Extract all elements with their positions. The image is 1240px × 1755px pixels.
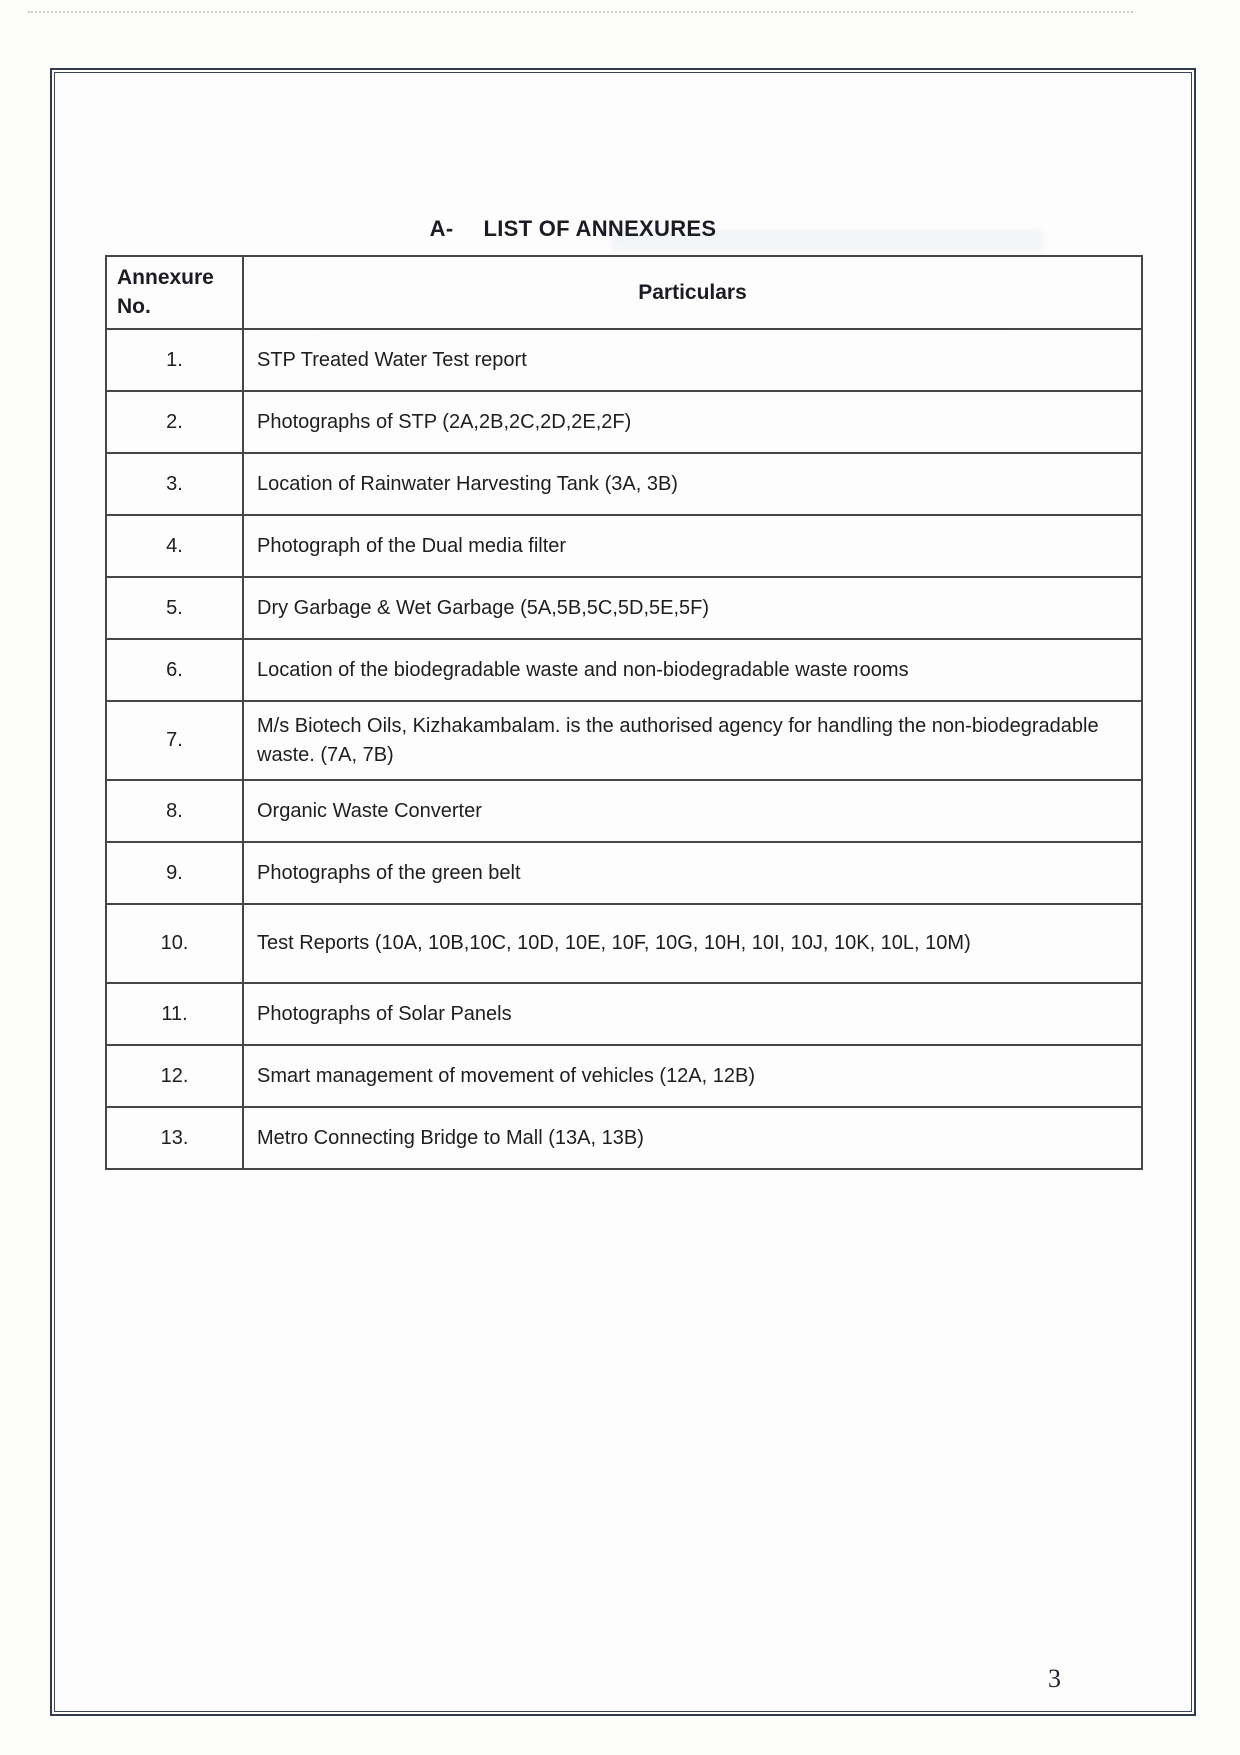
table-header-row <box>106 256 1142 329</box>
annexure-number-cell: 11. <box>106 983 243 1045</box>
table-row <box>106 983 1142 1045</box>
particulars-cell: Photographs of STP (2A,2B,2C,2D,2E,2F) <box>243 391 1142 453</box>
particulars-cell: Location of the biodegradable waste and non-biodegradable waste rooms <box>243 639 1142 701</box>
page-title-text: LIST OF ANNEXURES <box>483 216 717 241</box>
page-number: 3 <box>1048 1664 1061 1693</box>
annexure-number-cell: 5. <box>106 577 243 639</box>
annexure-number-cell: 10. <box>106 904 243 983</box>
table-row <box>106 639 1142 701</box>
annexure-number-cell: 2. <box>106 391 243 453</box>
annexure-number-cell: 6. <box>106 639 243 701</box>
annexure-number-cell: 1. <box>106 329 243 391</box>
annexure-number-cell: 13. <box>106 1107 243 1169</box>
particulars-cell: Photographs of Solar Panels <box>243 983 1142 1045</box>
particulars-cell: M/s Biotech Oils, Kizhakambalam. is the authorised agency for handling the non-biodegradable waste. (7A, 7B) <box>243 701 1142 780</box>
annexure-number-cell: 9. <box>106 842 243 904</box>
annexures-table <box>105 255 1143 1170</box>
table-row <box>106 1107 1142 1169</box>
page-border <box>50 68 1196 1716</box>
table-row <box>106 780 1142 842</box>
particulars-column-header: Particulars <box>243 256 1142 329</box>
table-row <box>106 329 1142 391</box>
particulars-cell: Test Reports (10A, 10B,10C, 10D, 10E, 10F, 10G, 10H, 10I, 10J, 10K, 10L, 10M) <box>243 904 1142 983</box>
table-row <box>106 904 1142 983</box>
particulars-cell: Photographs of the green belt <box>243 842 1142 904</box>
particulars-cell: Location of Rainwater Harvesting Tank (3A, 3B) <box>243 453 1142 515</box>
particulars-cell: Metro Connecting Bridge to Mall (13A, 13B) <box>243 1107 1142 1169</box>
scan-artifact-dotted-line <box>28 11 1133 13</box>
page-title-prefix: A- <box>429 216 454 241</box>
particulars-cell: Organic Waste Converter <box>243 780 1142 842</box>
page-title <box>52 216 1094 242</box>
annexure-number-cell: 7. <box>106 701 243 780</box>
table-row <box>106 1045 1142 1107</box>
particulars-cell: Photograph of the Dual media filter <box>243 515 1142 577</box>
annexure-number-cell: 8. <box>106 780 243 842</box>
particulars-cell: Smart management of movement of vehicles (12A, 12B) <box>243 1045 1142 1107</box>
table-row <box>106 391 1142 453</box>
table-row <box>106 515 1142 577</box>
annexure-number-cell: 3. <box>106 453 243 515</box>
annexure-number-cell: 4. <box>106 515 243 577</box>
table-row <box>106 701 1142 780</box>
table-row <box>106 842 1142 904</box>
particulars-cell: STP Treated Water Test report <box>243 329 1142 391</box>
annexure-number-cell: 12. <box>106 1045 243 1107</box>
annexure-no-column-header: Annexure No. <box>106 256 243 329</box>
table-row <box>106 453 1142 515</box>
particulars-cell: Dry Garbage & Wet Garbage (5A,5B,5C,5D,5E,5F) <box>243 577 1142 639</box>
table-row <box>106 577 1142 639</box>
